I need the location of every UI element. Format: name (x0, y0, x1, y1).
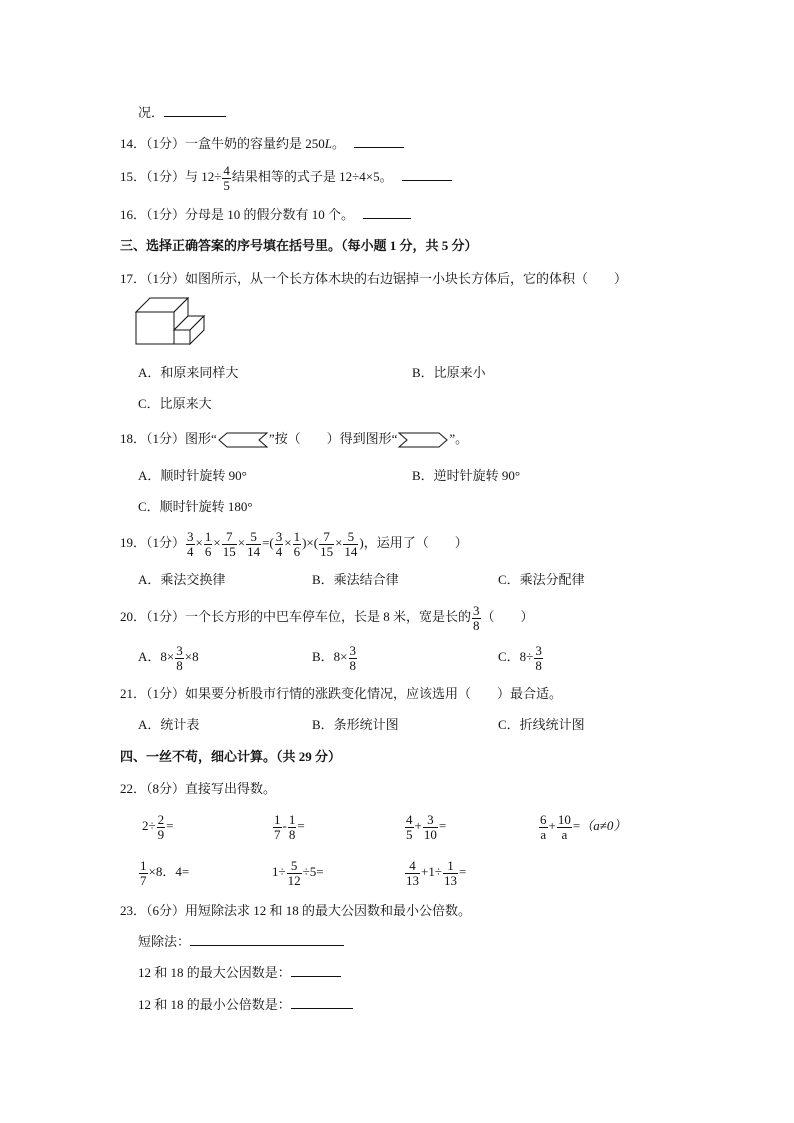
cuboid-figure (134, 296, 208, 346)
question-text: 如图所示，从一个长方体木块的右边锯掉一小块长方体后，它的体积（ ） (185, 271, 628, 286)
question-number: 22． (120, 781, 147, 796)
question-tail: （ ） (481, 609, 534, 624)
question-17 (120, 270, 627, 288)
option-17-a[interactable]: A．和原来同样大 (138, 365, 239, 380)
answer-blank[interactable] (354, 135, 404, 148)
calc-item: 2÷ $\frac{2}{9}$ = (142, 811, 174, 842)
question-number: 16． (120, 207, 147, 222)
calc-item: $\frac{4}{13}$ +1÷ $\frac{1}{13}$ = (406, 857, 467, 888)
question-score: （1分） (146, 609, 186, 624)
option-18-b[interactable]: B．逆时针旋转 90° (412, 468, 521, 483)
short-division-line (138, 933, 344, 951)
condition-text: （a≠0） (580, 818, 627, 833)
line-label: 12 和 18 的最小公倍数是： (138, 997, 291, 1012)
option-20-b[interactable]: B．8× $\frac{3}{8}$ (312, 642, 357, 673)
option-tail: ×8 (184, 649, 199, 664)
question-text: 如果要分析股市行情的涨跌变化情况，应该选用（ ）最合适。 (185, 686, 563, 701)
question-number: 14． (120, 136, 147, 151)
question-score: （1分） (146, 169, 186, 184)
answer-blank[interactable] (291, 964, 341, 977)
answer-blank[interactable] (164, 104, 226, 117)
option-21-c[interactable]: C．折线统计图 (498, 717, 585, 732)
question-number: 18． (120, 431, 147, 446)
answer-blank[interactable] (291, 996, 353, 1009)
question-number: 19． (120, 535, 147, 550)
continuation-text: 况． (138, 105, 165, 120)
question-text-pre: 与 12÷ (185, 169, 222, 184)
option-19-a[interactable]: A．乘法交换律 (138, 572, 226, 587)
question-text-pre: 图形“ (185, 431, 217, 446)
gcd-line (138, 964, 341, 982)
fraction (222, 164, 231, 193)
question-number: 21． (120, 686, 147, 701)
option-20-c[interactable]: C．8÷ $\frac{3}{8}$ (498, 642, 542, 673)
question-18 (120, 430, 468, 449)
option-17-b[interactable]: B．比原来小 (412, 365, 486, 380)
arrow-shape-left-figure (217, 431, 269, 449)
question-score: （6分） (146, 903, 186, 918)
question-text: 用短除法求 12 和 18 的最大公因数和最小公倍数。 (185, 903, 472, 918)
answer-blank[interactable] (190, 933, 344, 946)
calc-item: $\frac{6}{a}$ + $\frac{10}{a}$ =（a≠0） (540, 811, 627, 842)
question-score: （1分） (146, 686, 186, 701)
expression: $\frac{3}{4}$ × $\frac{1}{6}$ × $\frac{7}{15}$ × $\frac{5}{14}$ =( $\frac{3}{4}$ × $\frac{1}{6}$ )×( $\frac{7}{15}$ × $\frac{5}{14}$ ) (187, 528, 364, 559)
option-19-c[interactable]: C．乘法分配律 (498, 572, 585, 587)
question-number: 20． (120, 609, 147, 624)
question-number: 23． (120, 903, 147, 918)
question-number: 17． (120, 271, 147, 286)
option-18-c[interactable]: C．顺时针旋转 180° (138, 499, 253, 514)
question-score: （8分） (146, 781, 186, 796)
question-text-post: ”。 (449, 431, 469, 446)
answer-blank[interactable] (363, 206, 411, 219)
question-16 (120, 206, 411, 224)
question-tail: ，运用了（ ） (363, 535, 468, 550)
section-3-title: 三、选择正确答案的序号填在括号里。（每小题 1 分，共 5 分） (120, 238, 478, 253)
option-label: C．8÷ (498, 649, 534, 664)
option-18-a[interactable]: A．顺时针旋转 90° (138, 468, 247, 483)
question-text: 一盒牛奶的容量约是 250 (185, 136, 325, 151)
option-17-c[interactable]: C．比原来大 (138, 396, 212, 411)
question-text: 分母是 10 的假分数有 10 个。 (185, 207, 355, 222)
continuation-line (138, 104, 226, 122)
question-number: 15． (120, 169, 147, 184)
fraction: $\frac{3}{8}$ (473, 602, 480, 633)
question-text: 一个长方形的中巴车停车位，长是 8 米，宽是长的 (185, 609, 472, 624)
option-label: A．8× (138, 649, 175, 664)
question-20 (120, 600, 534, 634)
calc-item: $\frac{4}{5}$ + $\frac{3}{10}$ = (406, 811, 447, 842)
unit-label: L (324, 136, 333, 151)
option-19-b[interactable]: B．乘法结合律 (312, 572, 399, 587)
denominator: 5 (223, 177, 230, 193)
numerator: 4 (223, 162, 230, 178)
question-score: （1分） (146, 431, 186, 446)
question-score: （1分） (146, 207, 186, 222)
question-score: （1分） (146, 271, 186, 286)
answer-blank[interactable] (402, 168, 452, 181)
line-label: 短除法： (138, 934, 191, 949)
calc-item: $\frac{1}{7}$ ×8．4= (140, 857, 190, 888)
option-21-a[interactable]: A．统计表 (138, 717, 200, 732)
question-score: （1分） (146, 535, 186, 550)
question-text-mid: ”按（ ）得到图形“ (268, 431, 398, 446)
question-15 (120, 162, 452, 193)
question-score: （1分） (146, 136, 186, 151)
calc-item: $\frac{1}{7}$ - $\frac{1}{8}$ = (274, 811, 305, 842)
section-4-title: 四、一丝不苟，细心计算。（共 29 分） (120, 749, 342, 764)
calc-item: 1÷ $\frac{5}{12}$ ÷5= (272, 857, 324, 888)
question-21 (120, 685, 562, 703)
option-20-a[interactable]: A．8× $\frac{3}{8}$ ×8 (138, 642, 199, 673)
option-21-b[interactable]: B．条形统计图 (312, 717, 399, 732)
arrow-shape-right-figure (397, 431, 449, 449)
question-23 (120, 902, 471, 920)
question-22 (120, 780, 276, 798)
question-text-post: 结果相等的式子是 12÷4×5。 (231, 169, 393, 184)
option-label: B．8× (312, 649, 348, 664)
lcm-line (138, 996, 353, 1014)
question-19 (120, 526, 468, 560)
question-text: 直接写出得数。 (185, 781, 277, 796)
question-14 (120, 135, 404, 153)
line-label: 12 和 18 的最大公因数是： (138, 965, 291, 980)
question-tail: 。 (332, 136, 346, 151)
